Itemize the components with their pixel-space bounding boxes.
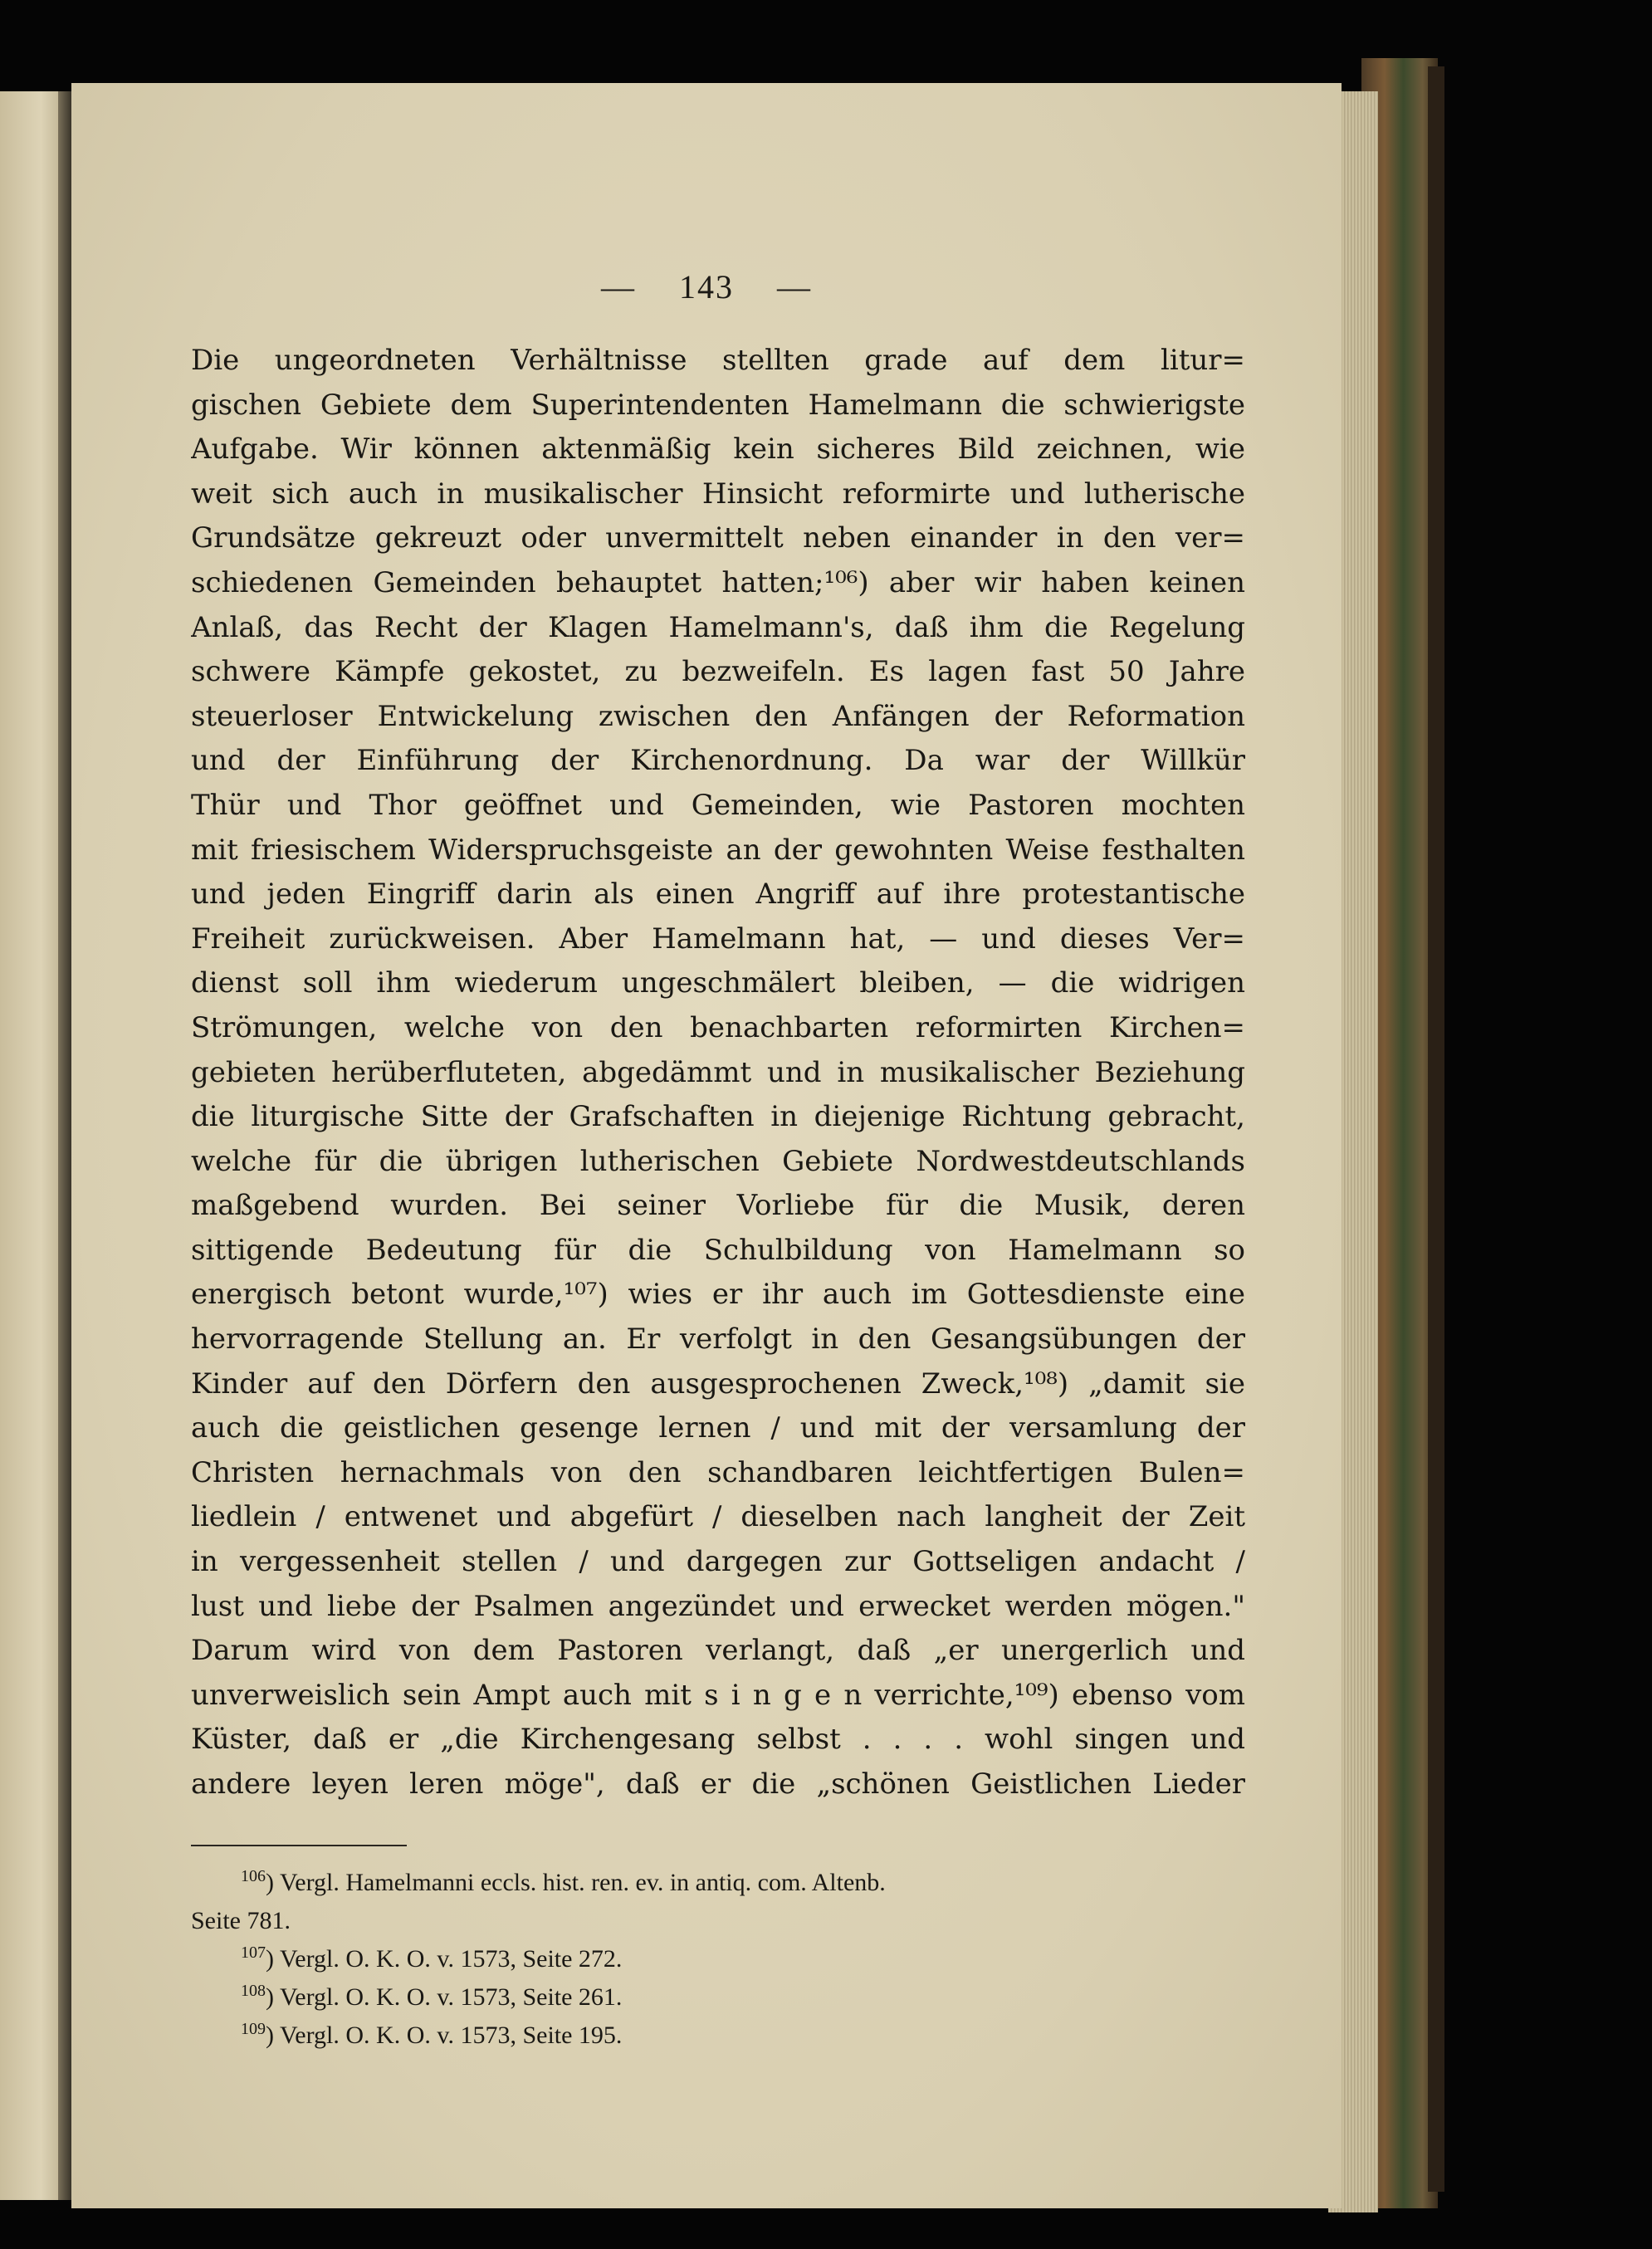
footnote-mark: 108	[241, 1982, 266, 2000]
footnote-text: Seite 781.	[191, 1907, 291, 1934]
text-line: sittigende Bedeutung für die Schulbildung von Hamelmann so	[191, 1233, 1245, 1267]
text-line: schwere Kämpfe gekostet, zu bezweifeln. Es lagen fast 50 Jahre	[191, 655, 1245, 689]
text-line: Strömungen, welche von den benachbarten reformirten Kirchen=	[191, 1010, 1245, 1044]
footnote-text: Vergl. O. K. O. v. 1573, Seite 272.	[279, 1945, 623, 1973]
footnote-mark-paren: )	[266, 2022, 280, 2049]
text-line: Thür und Thor geöffnet und Gemeinden, wie Pastoren mochten	[191, 788, 1245, 822]
footnote-mark-paren: )	[266, 1945, 280, 1973]
footnote-rule	[191, 1845, 407, 1846]
footnote-mark-paren: )	[266, 1983, 280, 2011]
text-line: energisch betont wurde,¹⁰⁷) wies er ihr auch im Gottesdienste eine	[191, 1278, 1245, 1312]
book-cover-edge	[1428, 66, 1444, 2192]
footnote	[191, 1902, 1245, 1940]
footnote-text: Vergl. O. K. O. v. 1573, Seite 195.	[279, 2022, 623, 2049]
header-dash-left: —	[601, 268, 636, 306]
text-line: dienst soll ihm wiederum ungeschmälert bleiben, — die widrigen	[191, 966, 1245, 1000]
body-text	[191, 339, 1245, 1807]
text-line: Die ungeordneten Verhältnisse stellten grade auf dem litur=	[191, 344, 1245, 377]
text-line: steuerloser Entwickelung zwischen den Anfängen der Reformation	[191, 699, 1245, 733]
text-line: Aufgabe. Wir können aktenmäßig kein sicheres Bild zeichnen, wie	[191, 433, 1245, 467]
text-line: Kinder auf den Dörfern den ausgesprochenen Zweck,¹⁰⁸) „damit sie	[191, 1367, 1245, 1401]
footnote-mark: 106	[241, 1867, 266, 1885]
text-line: auch die geistlichen gesenge lernen / und mit der versamlung der	[191, 1411, 1245, 1445]
text-line: andere leyen leren möge", daß er die „schönen Geistlichen Lieder	[191, 1767, 1245, 1801]
text-line: schiedenen Gemeinden behauptet hatten;¹⁰⁶) aber wir haben keinen	[191, 565, 1245, 599]
footnote	[191, 1940, 1245, 1978]
text-line: in vergessenheit stellen / und dargegen zur Gottseligen andacht /	[191, 1545, 1245, 1579]
text-line: lust und liebe der Psalmen angezündet und erwecket werden mögen."	[191, 1589, 1245, 1623]
page-number: 143	[679, 268, 734, 306]
page-header	[71, 267, 1342, 306]
text-line: Grundsätze gekreuzt oder unvermittelt neben einander in den ver=	[191, 521, 1245, 555]
text-line: gischen Gebiete dem Superintendenten Hamelmann die schwierigste	[191, 388, 1245, 422]
footnotes	[191, 1864, 1245, 2055]
book-page	[71, 83, 1342, 2208]
footnote-mark: 107	[241, 1943, 266, 1962]
text-line: Küster, daß er „die Kirchengesang selbst . . . . wohl singen und	[191, 1723, 1245, 1757]
text-line: liedlein / entwenet und abgefürt / dieselben nach langheit der Zeit	[191, 1500, 1245, 1534]
footnote	[191, 1978, 1245, 2017]
text-line: Christen hernachmals von den schandbaren leichtfertigen Bulen=	[191, 1455, 1245, 1489]
text-line: Freiheit zurückweisen. Aber Hamelmann hat, — und dieses Ver=	[191, 922, 1245, 956]
header-dash-right: —	[777, 268, 812, 306]
text-line: Anlaß, das Recht der Klagen Hamelmann's, daß ihm die Regelung	[191, 610, 1245, 644]
text-line: maßgebend wurden. Bei seiner Vorliebe für die Musik, deren	[191, 1189, 1245, 1223]
text-line: und jeden Eingriff darin als einen Angriff auf ihre protestantische	[191, 878, 1245, 912]
footnote	[191, 1864, 1245, 1902]
footnote-mark-paren: )	[266, 1869, 280, 1896]
text-line: weit sich auch in musikalischer Hinsicht reformirte und lutherische	[191, 477, 1245, 511]
text-line: mit friesischem Widerspruchsgeiste an der gewohnten Weise festhalten	[191, 833, 1245, 867]
footnote-mark: 109	[241, 2020, 266, 2038]
text-line: und der Einführung der Kirchenordnung. Da war der Willkür	[191, 744, 1245, 778]
text-line: gebieten herüberfluteten, abgedämmt und in musikalischer Beziehung	[191, 1055, 1245, 1089]
text-line: die liturgische Sitte der Grafschaften in diejenige Richtung gebracht,	[191, 1100, 1245, 1134]
text-line: hervorragende Stellung an. Er verfolgt in den Gesangsübungen der	[191, 1323, 1245, 1357]
text-line: Darum wird von dem Pastoren verlangt, daß „er unergerlich und	[191, 1634, 1245, 1668]
footnote-text: Vergl. O. K. O. v. 1573, Seite 261.	[279, 1983, 623, 2011]
text-line: welche für die übrigen lutherischen Gebiete Nordwestdeutschlands	[191, 1144, 1245, 1178]
footnote-text: Vergl. Hamelmanni eccls. hist. ren. ev. in antiq. com. Altenb.	[279, 1869, 886, 1896]
text-line: unverweislich sein Ampt auch mit s i n g e n verrichte,¹⁰⁹) ebenso vom	[191, 1678, 1245, 1712]
footnote	[191, 2017, 1245, 2055]
